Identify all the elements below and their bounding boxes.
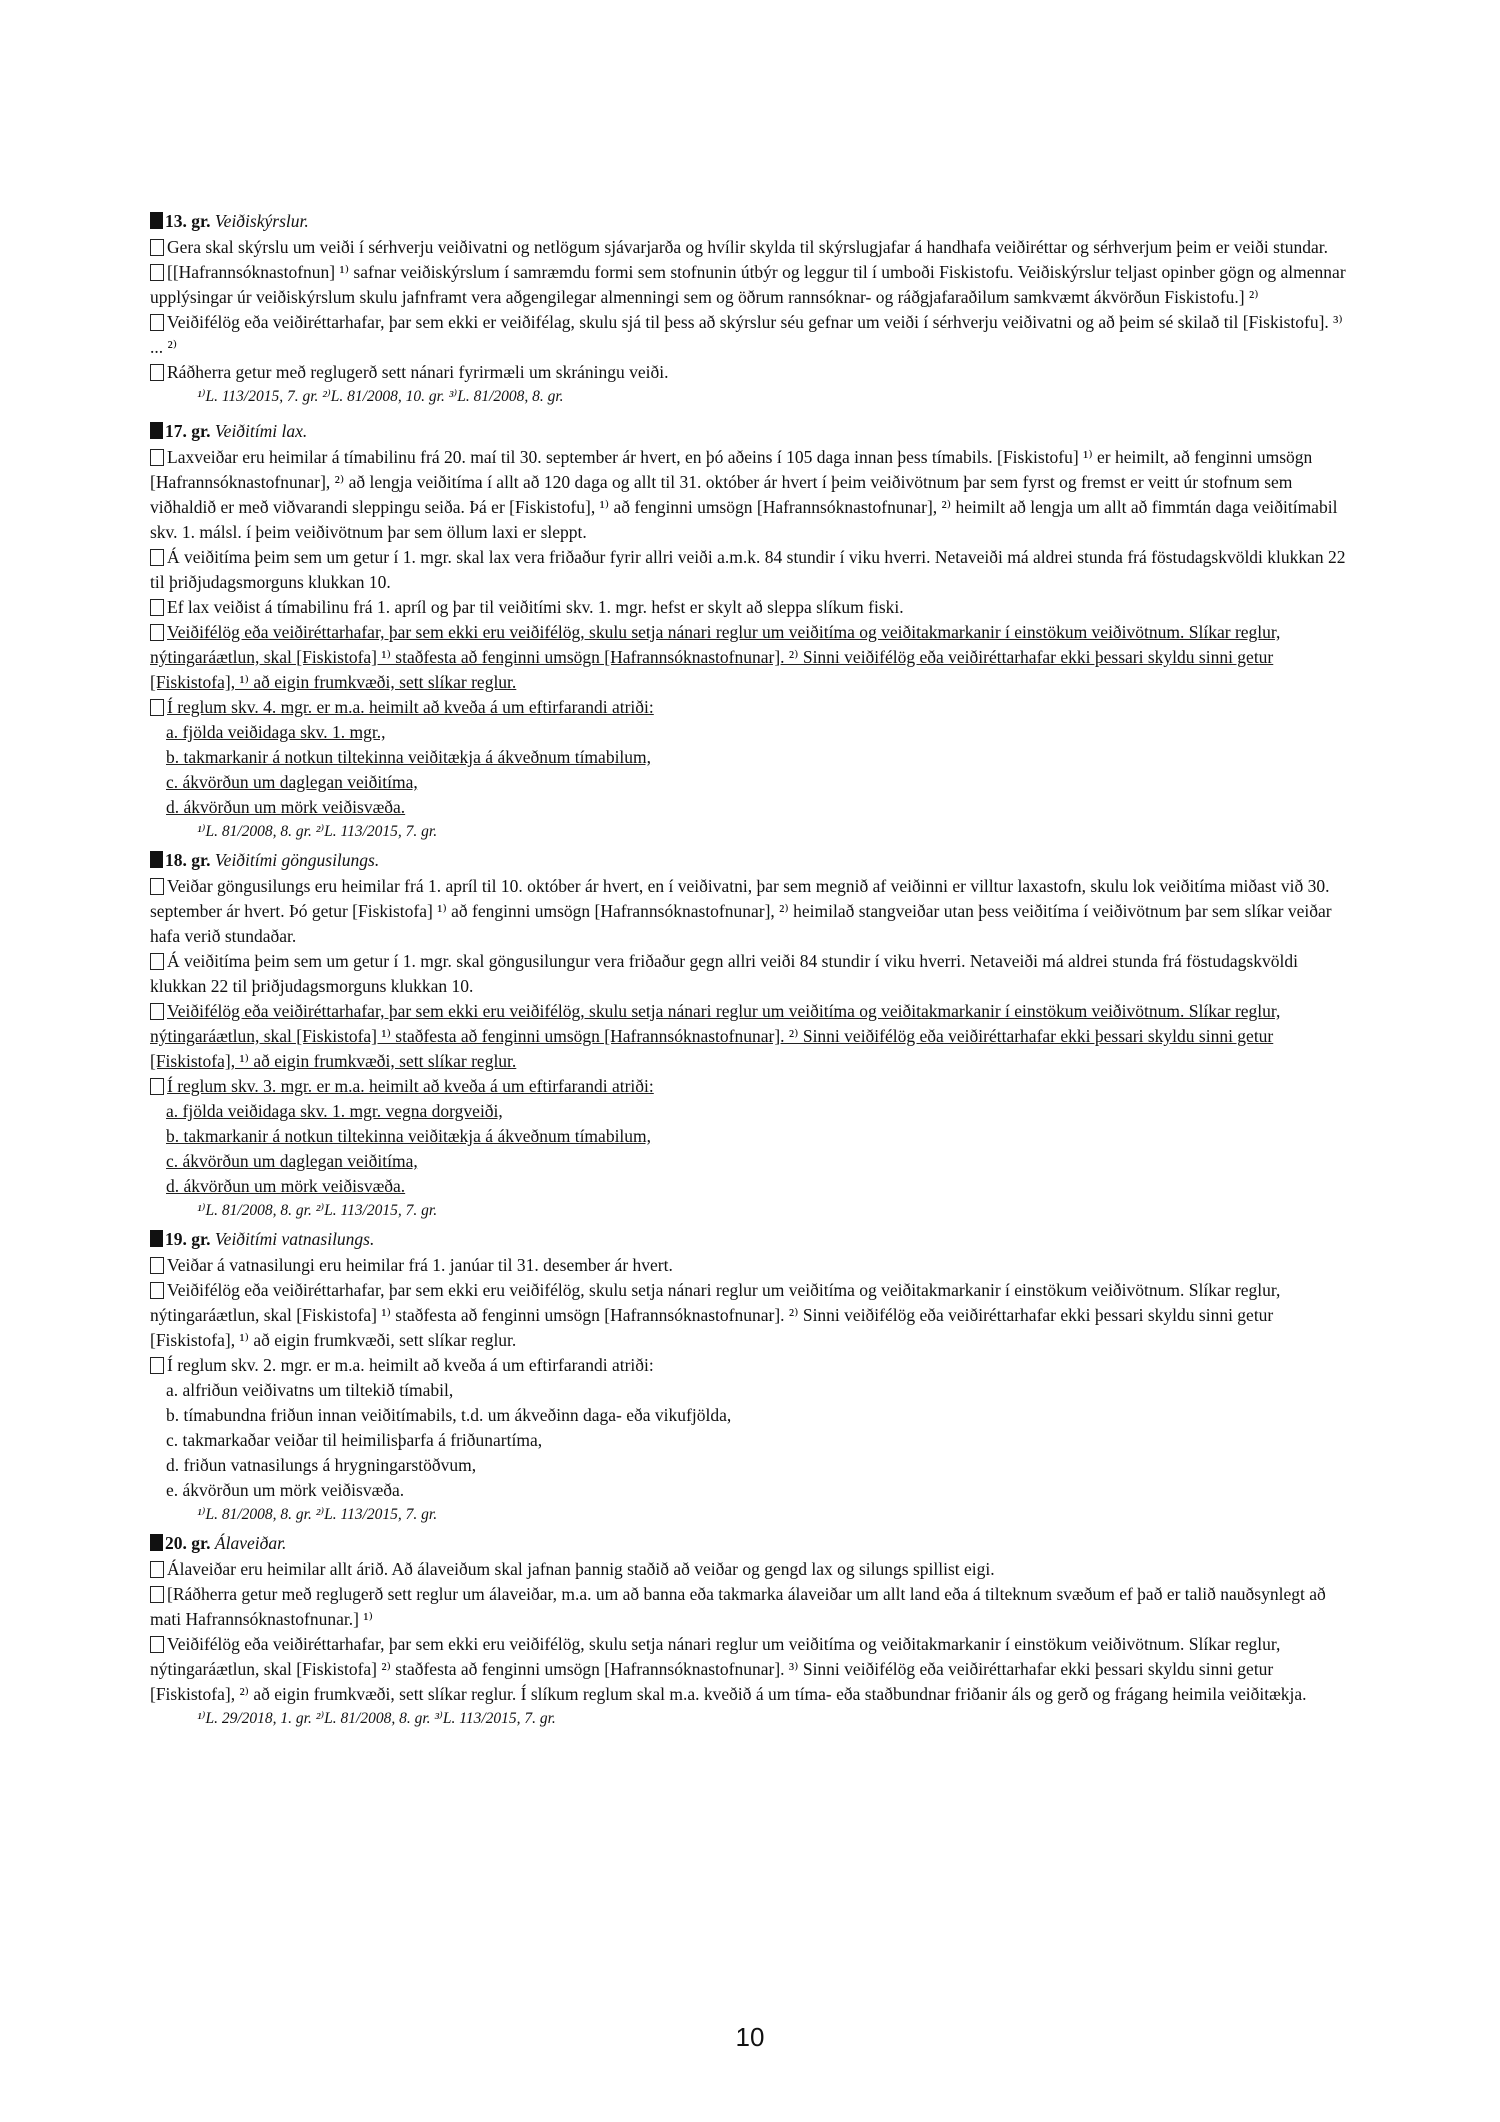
- paragraph-box: [150, 1561, 164, 1578]
- article-number: 20. gr.: [165, 1533, 211, 1553]
- article-heading: [150, 208, 1350, 235]
- paragraph: [Ráðherra getur með reglugerð sett reglur um álaveiðar, m.a. um að banna eða takmarka álaveiðar um allt land eða á tilteknum svæðum ef það er talið nauðsynlegt að mati Hafrannsóknastofnunar.] ¹⁾: [150, 1584, 1326, 1629]
- paragraph-box: [150, 1636, 164, 1653]
- paragraph-box: [150, 264, 164, 281]
- footnote: ¹⁾L. 81/2008, 8. gr. ²⁾L. 113/2015, 7. gr.: [197, 1506, 438, 1523]
- article-17: [150, 418, 1350, 843]
- paragraph-box: [150, 1586, 164, 1603]
- article-title: Veiðiskýrslur.: [214, 211, 309, 231]
- article-heading: [150, 847, 1350, 874]
- article-heading: [150, 1226, 1350, 1253]
- paragraph: [[Hafrannsóknastofnun] ¹⁾ safnar veiðiskýrslum í samræmdu formi sem stofnunin útbýr og leggur til í umboði Fiskistofu. Veiðiskýrslur teljast opinber gögn og almennar upplýsingar úr veiðiskýrslum skulu jafnframt vera aðgengilegar almenningi sem og öðrum rannsóknar- og ráðgjafaraðilum samkvæmt ákvörðun Fiskistofu.] ²⁾: [150, 262, 1346, 307]
- article-title: Álaveiðar.: [214, 1533, 287, 1553]
- article-number: 18. gr.: [165, 850, 211, 870]
- paragraph-box: [150, 953, 164, 970]
- list-item: b. takmarkanir á notkun tiltekinna veiðitækja á ákveðnum tímabilum,: [166, 1126, 652, 1146]
- paragraph-box: [150, 239, 164, 256]
- list-item: d. ákvörðun um mörk veiðisvæða.: [166, 1176, 406, 1196]
- paragraph: Veiðifélög eða veiðiréttarhafar, þar sem ekki eru veiðifélög, skulu setja nánari reglur um veiðitíma og veiðitakmarkanir í einstökum veiðivötnum. Slíkar reglur, nýtingaráætlun, skal [Fiskistofa] ¹⁾ staðfesta að fenginni umsögn [Hafrannsóknastofnunar]. ²⁾ Sinni veiðifélög eða veiðiréttarhafar ekki þessari skyldu sinni getur [Fiskistofa], ¹⁾ að eigin frumkvæði, sett slíkar reglur.: [150, 622, 1281, 692]
- footnote: ¹⁾L. 29/2018, 1. gr. ²⁾L. 81/2008, 8. gr. ³⁾L. 113/2015, 7. gr.: [197, 1710, 556, 1727]
- article-number: 17. gr.: [165, 421, 211, 441]
- paragraph: Veiðifélög eða veiðiréttarhafar, þar sem ekki eru veiðifélög, skulu setja nánari reglur um veiðitíma og veiðitakmarkanir í einstökum veiðivötnum. Slíkar reglur, nýtingaráætlun, skal [Fiskistofa] ²⁾ staðfesta að fenginni umsögn [Hafrannsóknastofnunar]. ³⁾ Sinni veiðifélög eða veiðiréttarhafar ekki þessari skyldu sinni getur [Fiskistofa], ²⁾ að eigin frumkvæði, sett slíkar reglur. Í slíkum reglum skal m.a. kveðið á um tíma- eða staðbundnar friðanir áls og gerð og frágang heimila veiðitækja.: [150, 1634, 1307, 1704]
- article-title: Veiðitími vatnasilungs.: [214, 1229, 375, 1249]
- footnote: ¹⁾L. 81/2008, 8. gr. ²⁾L. 113/2015, 7. gr.: [197, 1202, 438, 1219]
- list-item: b. tímabundna friðun innan veiðitímabils, t.d. um ákveðinn daga- eða vikufjölda,: [166, 1405, 732, 1425]
- paragraph: Veiðifélög eða veiðiréttarhafar, þar sem ekki er veiðifélag, skulu sjá til þess að skýrslur séu gefnar um veiði í sérhverju veiðivatni og að þeim sé skilað til [Fiskistofu]. ³⁾ ... ²⁾: [150, 312, 1343, 357]
- list-item: a. fjölda veiðidaga skv. 1. mgr.,: [166, 722, 386, 742]
- paragraph-box: [150, 1357, 164, 1374]
- paragraph-box: [150, 449, 164, 466]
- article-13: [150, 208, 1350, 408]
- document-body: [150, 208, 1350, 1734]
- footnote: ¹⁾L. 81/2008, 8. gr. ²⁾L. 113/2015, 7. gr.: [197, 823, 438, 840]
- paragraph-box: [150, 549, 164, 566]
- article-number: 19. gr.: [165, 1229, 211, 1249]
- paragraph-box: [150, 1078, 164, 1095]
- article-number: 13. gr.: [165, 211, 211, 231]
- page-number: 10: [735, 2022, 765, 2052]
- paragraph: Veiðar göngusilungs eru heimilar frá 1. apríl til 10. október ár hvert, en í veiðivatni, þar sem megnið af veiðinni er villtur laxastofn, skulu lok veiðitíma miðast við 30. september ár hvert. Þó getur [Fiskistofa] ¹⁾ að fenginni umsögn [Hafrannsóknastofnunar], ²⁾ heimilað stangveiðar utan þess veiðitíma í veiðivötnum þar sem slíkar veiðar hafa verið stundaðar.: [150, 876, 1332, 946]
- list-item: d. friðun vatnasilungs á hrygningarstöðvum,: [166, 1455, 477, 1475]
- paragraph: Á veiðitíma þeim sem um getur í 1. mgr. skal lax vera friðaður fyrir allri veiði a.m.k. 84 stundir í viku hverri. Netaveiði má aldrei stunda frá föstudagskvöldi klukkan 22 til þriðjudagsmorguns klukkan 10.: [150, 547, 1346, 592]
- article-marker: [150, 1230, 163, 1247]
- list-item: c. takmarkaðar veiðar til heimilisþarfa á friðunartíma,: [166, 1430, 543, 1450]
- paragraph: Í reglum skv. 3. mgr. er m.a. heimilt að kveða á um eftirfarandi atriði:: [150, 1074, 1350, 1099]
- article-marker: [150, 212, 163, 229]
- footnote: ¹⁾L. 113/2015, 7. gr. ²⁾L. 81/2008, 10. gr. ³⁾L. 81/2008, 8. gr.: [197, 388, 564, 405]
- paragraph-box: [150, 314, 164, 331]
- article-18: [150, 847, 1350, 1222]
- paragraph: Í reglum skv. 4. mgr. er m.a. heimilt að kveða á um eftirfarandi atriði:: [150, 695, 1350, 720]
- paragraph: Í reglum skv. 2. mgr. er m.a. heimilt að kveða á um eftirfarandi atriði:: [150, 1353, 1350, 1378]
- list-item: a. fjölda veiðidaga skv. 1. mgr. vegna dorgveiði,: [166, 1101, 503, 1121]
- list-item: c. ákvörðun um daglegan veiðitíma,: [166, 1151, 418, 1171]
- list-item: e. ákvörðun um mörk veiðisvæða.: [166, 1480, 405, 1500]
- article-marker: [150, 851, 163, 868]
- article-marker: [150, 422, 163, 439]
- paragraph-box: [150, 1003, 164, 1020]
- paragraph: Veiðar á vatnasilungi eru heimilar frá 1. janúar til 31. desember ár hvert.: [150, 1253, 1350, 1278]
- list-item: d. ákvörðun um mörk veiðisvæða.: [166, 797, 406, 817]
- list-item: c. ákvörðun um daglegan veiðitíma,: [166, 772, 418, 792]
- paragraph: Laxveiðar eru heimilar á tímabilinu frá 20. maí til 30. september ár hvert, en þó aðeins í 105 daga innan þess tímabils. [Fiskistofu] ¹⁾ er heimilt, að fenginni umsögn [Hafrannsóknastofnunar], ²⁾ að lengja veiðitíma í allt að 120 daga og allt til 31. október ár hvert í þeim veiðivötnum þar sem fyrst og fremst er veitt úr stofnum sem viðhaldið er með viðvarandi sleppingu seiða. Þá er [Fiskistofu], ¹⁾ að fenginni umsögn [Hafrannsóknastofnunar], ²⁾ heimilt að lengja um allt að fimmtán daga veiðitímabil skv. 1. málsl. í þeim veiðivötnum þar sem öllum laxi er sleppt.: [150, 447, 1338, 542]
- paragraph-box: [150, 1257, 164, 1274]
- paragraph-box: [150, 878, 164, 895]
- article-heading: [150, 1530, 1350, 1557]
- article-title: Veiðitími göngusilungs.: [214, 850, 380, 870]
- list-item: a. alfriðun veiðivatns um tiltekið tímabil,: [166, 1380, 454, 1400]
- paragraph-box: [150, 1282, 164, 1299]
- paragraph-box: [150, 699, 164, 716]
- paragraph: Ef lax veiðist á tímabilinu frá 1. apríl og þar til veiðitími skv. 1. mgr. hefst er skylt að sleppa slíkum fiski.: [150, 595, 1350, 620]
- paragraph: Veiðifélög eða veiðiréttarhafar, þar sem ekki eru veiðifélög, skulu setja nánari reglur um veiðitíma og veiðitakmarkanir í einstökum veiðivötnum. Slíkar reglur, nýtingaráætlun, skal [Fiskistofa] ¹⁾ staðfesta að fenginni umsögn [Hafrannsóknastofnunar]. ²⁾ Sinni veiðifélög eða veiðiréttarhafar ekki þessari skyldu sinni getur [Fiskistofa], ¹⁾ að eigin frumkvæði, sett slíkar reglur.: [150, 1001, 1281, 1071]
- paragraph-box: [150, 624, 164, 641]
- list-item: b. takmarkanir á notkun tiltekinna veiðitækja á ákveðnum tímabilum,: [166, 747, 652, 767]
- article-title: Veiðitími lax.: [214, 421, 308, 441]
- paragraph: Gera skal skýrslu um veiði í sérhverju veiðivatni og netlögum sjávarjarða og hvílir skylda til skýrslugjafar á handhafa veiðiréttar og sérhverjum þeim er veiði stundar.: [150, 235, 1350, 260]
- paragraph: Álaveiðar eru heimilar allt árið. Að álaveiðum skal jafnan þannig staðið að veiðar og gengd lax og silungs spillist eigi.: [150, 1557, 1350, 1582]
- paragraph: Veiðifélög eða veiðiréttarhafar, þar sem ekki eru veiðifélög, skulu setja nánari reglur um veiðitíma og veiðitakmarkanir í einstökum veiðivötnum. Slíkar reglur, nýtingaráætlun, skal [Fiskistofa] ¹⁾ staðfesta að fenginni umsögn [Hafrannsóknastofnunar]. ²⁾ Sinni veiðifélög eða veiðiréttarhafar ekki þessari skyldu sinni getur [Fiskistofa], ¹⁾ að eigin frumkvæði, sett slíkar reglur.: [150, 1280, 1281, 1350]
- paragraph: Á veiðitíma þeim sem um getur í 1. mgr. skal göngusilungur vera friðaður gegn allri veiði 84 stundir í viku hverri. Netaveiði má aldrei stunda frá föstudagskvöldi klukkan 22 til þriðjudagsmorguns klukkan 10.: [150, 951, 1298, 996]
- paragraph-box: [150, 364, 164, 381]
- paragraph: Ráðherra getur með reglugerð sett nánari fyrirmæli um skráningu veiði.: [150, 360, 1350, 385]
- article-heading: [150, 418, 1350, 445]
- article-20: [150, 1530, 1350, 1730]
- article-19: [150, 1226, 1350, 1526]
- paragraph-box: [150, 599, 164, 616]
- article-marker: [150, 1534, 163, 1551]
